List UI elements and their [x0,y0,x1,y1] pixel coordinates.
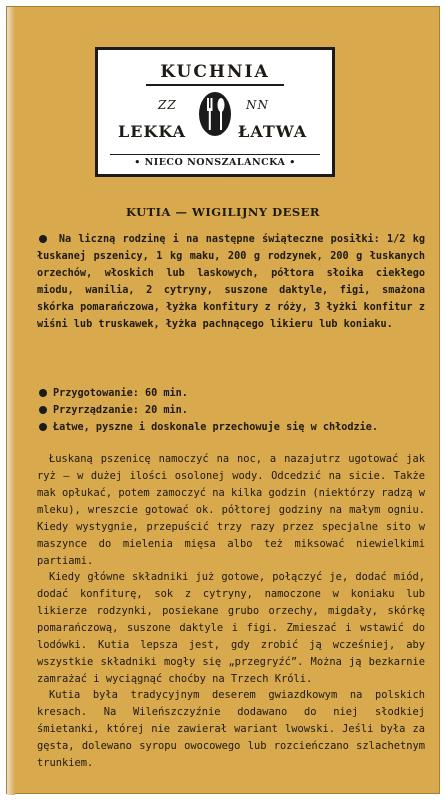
note-text: Przygotowanie: 60 min. [53,388,188,399]
ingredients-text: Na liczną rodzinę i na następne świąteczne posiłki: 1/2 kg łuskanej pszenicy, 1 kg maku, 200 g rodzynek, 200 g łuskanych orzechów, włoskich lub laskowych, półtora słoika ciekłego miodu, wanilia, 2 cytryny, suszone daktyle, figi, smażona skórka pomarańczowa, łyżka konfitury z róży, 3 łyżki konfitur z wiśni lub truskawek, łyżka pachnącego likieru lub koniaku. [37,234,425,330]
column-header-box [95,47,335,177]
note-difficulty [37,419,425,436]
note-text: Przyrządzanie: 20 min. [53,405,188,416]
torn-edge [7,7,15,795]
bullet-dot [39,406,47,414]
history-paragraph: Kutia była tradycyjnym deserem gwiazdkowym na polskich kresach. Na Wileńszczyźnie dodawano do niej słodkiej śmietanki, której nie zawierał wariant lwowski. Jeśli była za gęsta, dolewano syropu owocowego lub rozcieńczano szlachetnym trunkiem. [37,689,425,769]
note-cook-time [37,402,425,419]
method-paragraph-1: Łuskaną pszenicę namoczyć na noc, a nazajutrz ugotować jak ryż — w dużej ilości osolonej wody. Odcedzić na sicie. Także mak opłukać, potem zamoczyć na kilka godzin (niektórzy radzą w mleku), wreszcie gotować ok. półtorej godziny na małym ogniu. Kiedy wystygnie, przepuścić trzy razy przez specjalne sito w maszynce do mielenia mięsa albo też miksować niewielkimi partiami. [37,453,425,567]
script-flourish-right: NN [246,98,269,112]
fork-spoon-icon [198,90,232,138]
masthead-title: KUCHNIA [160,62,270,82]
recipe-notes [37,385,425,436]
note-text: Łatwe, pyszne i doskonale przechowuje się w chłodzie. [53,422,379,433]
recipe-title: KUTIA — WIGILIJNY DESER [126,205,320,219]
bullet-dot [39,389,47,397]
word-latwa: ŁATWA [238,122,308,141]
column-subtitle [98,150,332,169]
note-prep-time [37,385,425,402]
ingredients-paragraph [37,231,425,333]
word-lekka: LEKKA [118,122,187,141]
script-flourish-left: ZZ [158,98,177,112]
bullet-dot [39,423,47,431]
method-paragraph-2: Kiedy główne składniki już gotowe, połączyć je, dodać miód, dodać konfiturę, sok z cytryny, namoczone w koniaku lub likierze rodzynki, posiekane grubo orzechy, migdały, skórkę pomarańczową, suszone daktyle i figi. Zmieszać i wstawić do lodówki. Kutia lepsza jest, gdy zrobić ją wcześniej, aby wszystkie składniki mogły się „przegryźć”. Można ją bezkarnie zamrażać i wyciągnąć choćby na Trzech Króli. [37,571,425,685]
newspaper-clipping [6,6,440,794]
subtitle-text: • NIECO NONSZALANCKA • [130,157,300,168]
masthead-rule [146,84,284,86]
